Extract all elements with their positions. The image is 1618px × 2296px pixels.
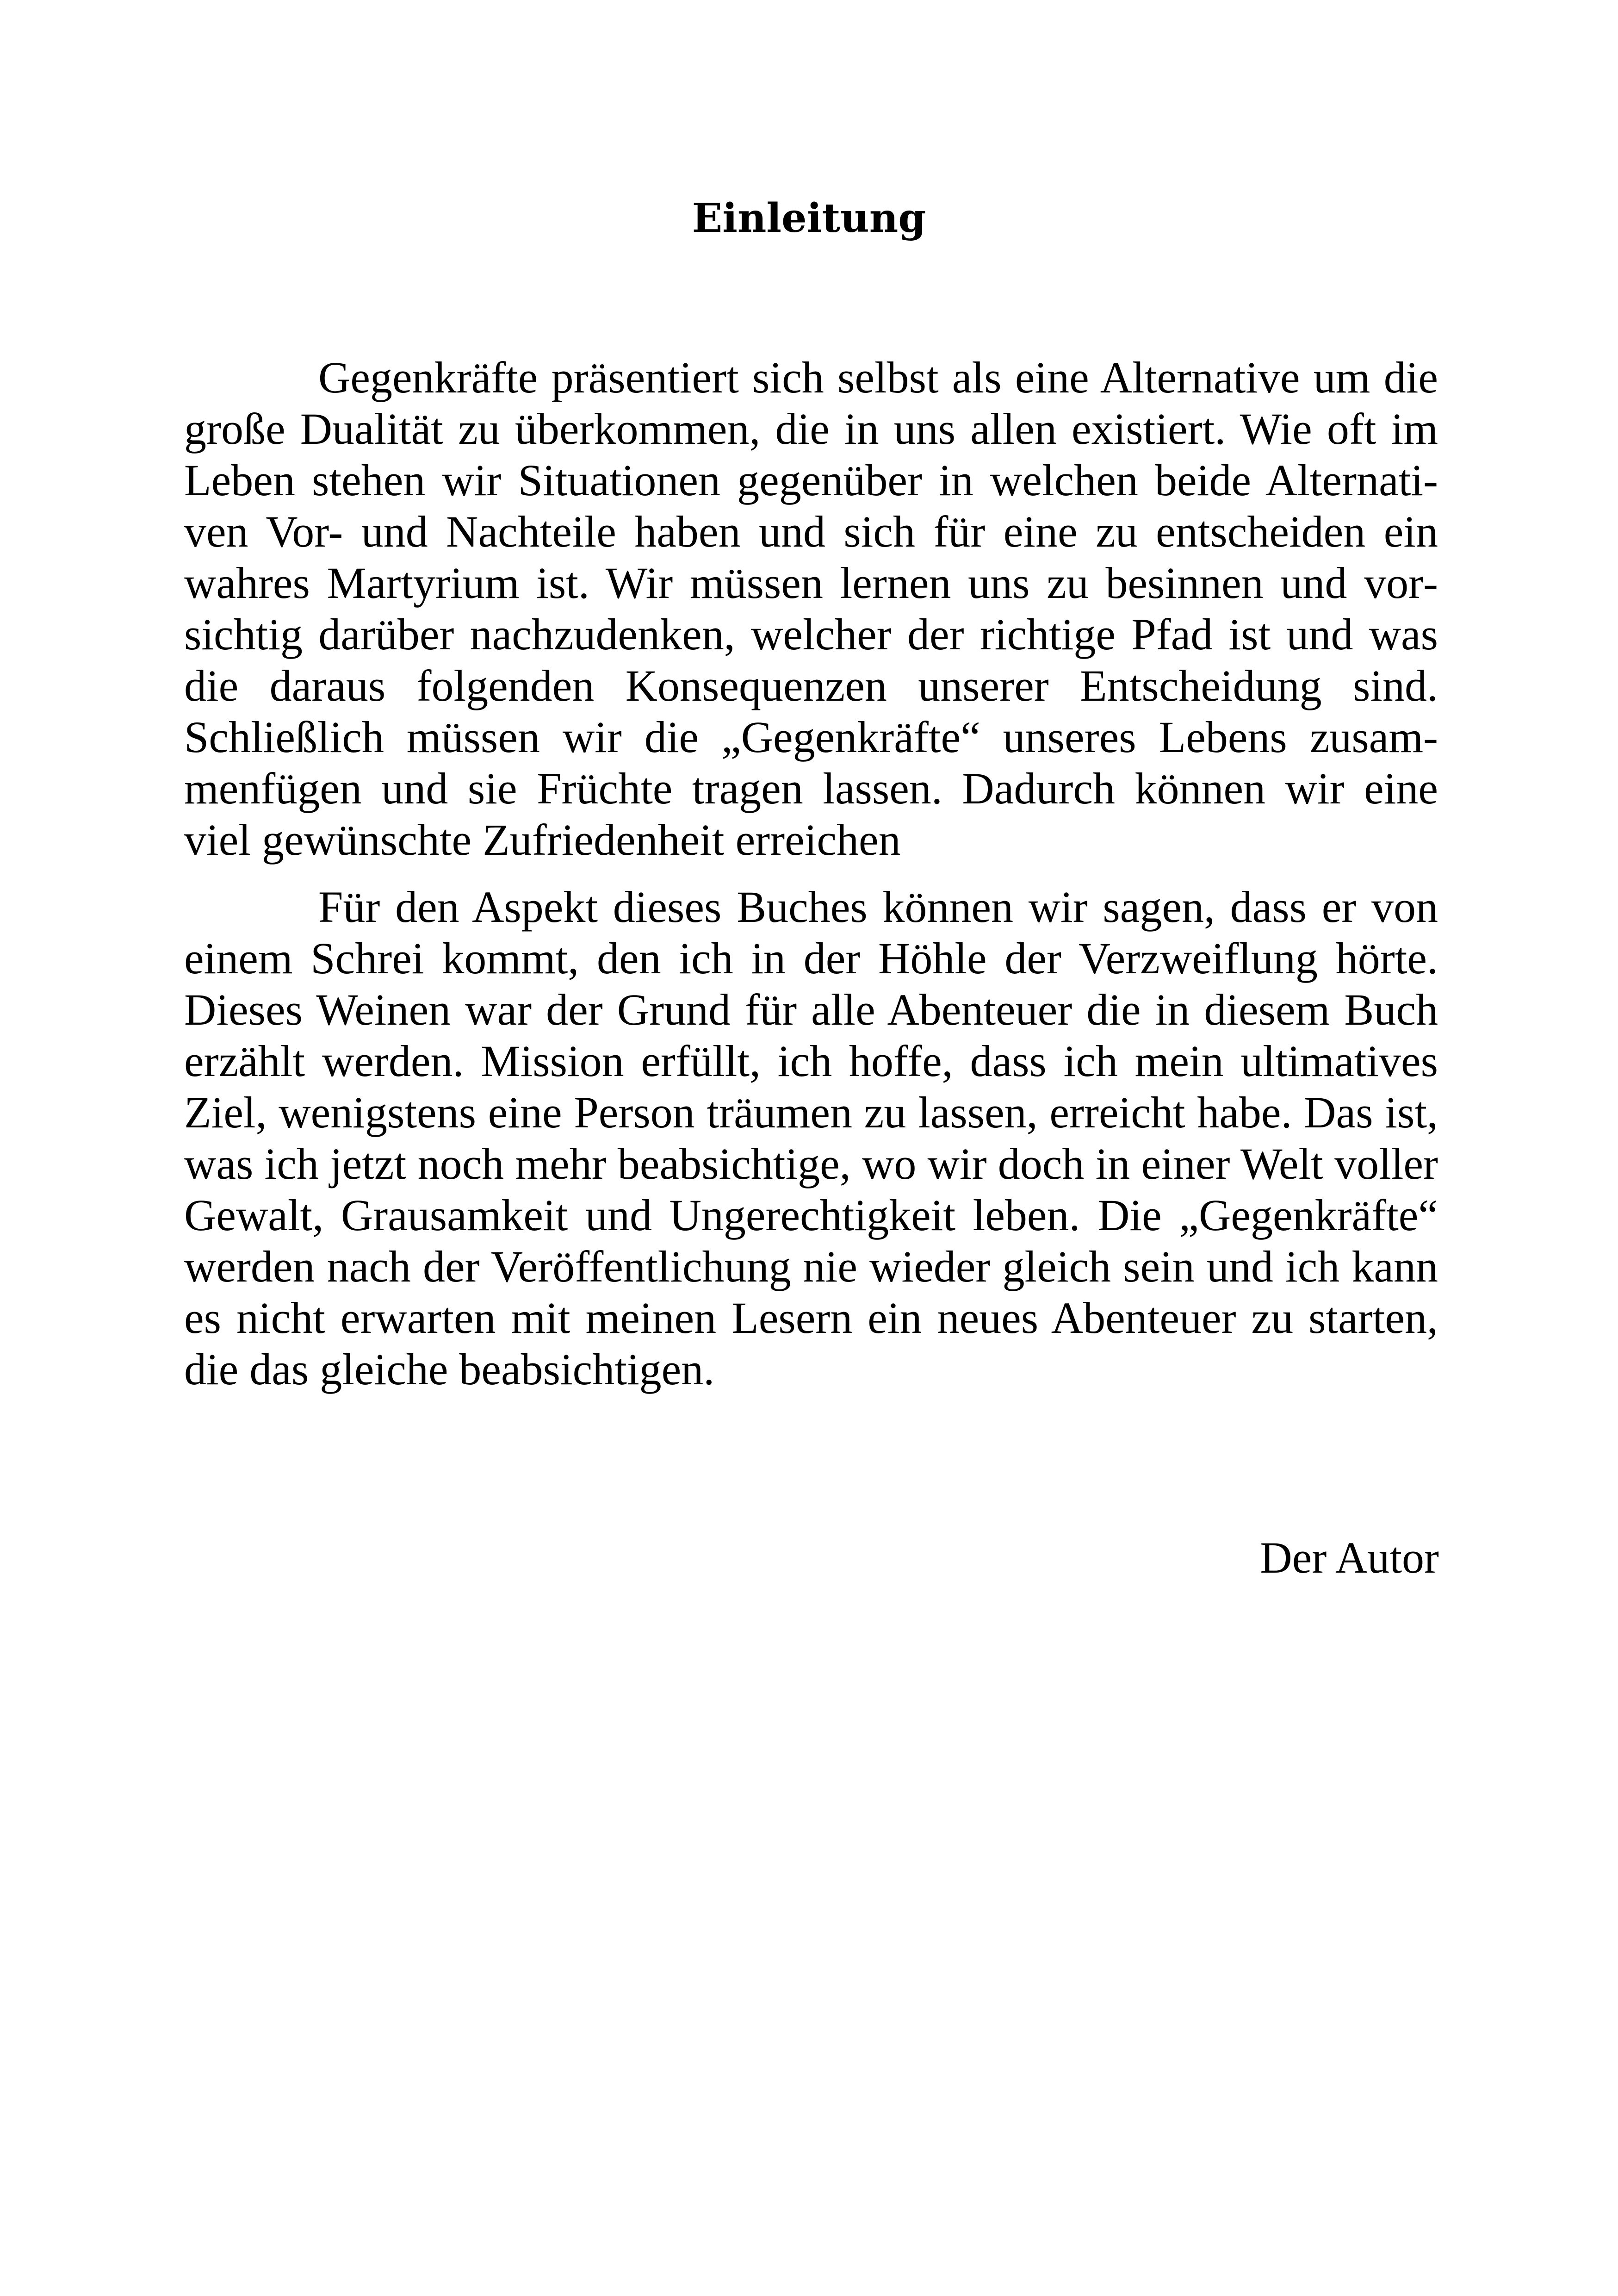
page-title-text: Einleitung: [692, 195, 926, 242]
signature: Der Autor: [1260, 1533, 1439, 1582]
body-text: [184, 352, 1438, 1395]
paragraph-aspect: Für den Aspekt dieses Buches können wir sagen, dass er von einem Schrei kommt, den ich in der Höhle der Verzweiflung hörte. Dieses Weinen war der Grund für alle Abenteuer die in diesem Buch erzählt werden. Mission erfüllt, ich hoffe, dass ich mein ultimatives Ziel, wenigstens eine Person träumen zu lassen, erreicht habe. Das ist, was ich jetzt noch mehr beabsichtige, wo wir doch in einer Welt voller Gewalt, Grausamkeit und Ungerechtigkeit leben. Die „Gegenkräfte“ werden nach der Veröffentlichung nie wieder gleich sein und ich kann es nicht erwarten mit meinen Lesern ein neues Abenteuer zu starten, die das gleiche beabsichtigen.: [184, 882, 1438, 1394]
page-title: [0, 194, 1618, 242]
paragraph-intro: Gegenkräfte präsentiert sich selbst als eine Alternative um die große Dualität zu überkommen, die in uns allen existiert. Wie oft im Leben stehen wir Situationen gegenüber in welchen beide Alternativen Vor- und Nachteile haben und sich für eine zu entscheiden ein wahres Martyrium ist. Wir müssen lernen uns zu besinnen und vorsichtig darüber nachzudenken, welcher der richtige Pfad ist und was die daraus folgenden Konsequenzen unserer Entscheidung sind. Schließlich müssen wir die „Gegenkräfte“ unseres Lebens zusammenfügen und sie Früchte tragen lassen. Dadurch können wir eine viel gewünschte Zufriedenheit erreichen: [184, 353, 1438, 865]
